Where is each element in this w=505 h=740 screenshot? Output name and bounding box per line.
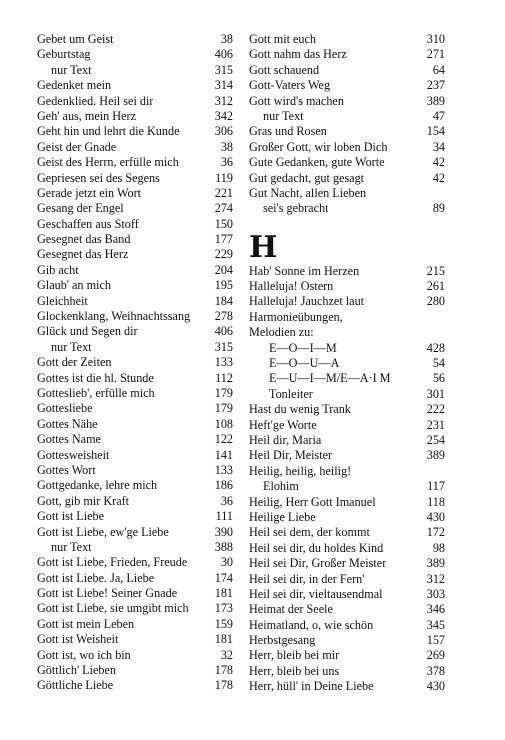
entry-page-number: 254: [426, 432, 445, 447]
index-entry: [249, 541, 445, 556]
index-entry: [37, 632, 233, 647]
entry-page-number: 89: [432, 201, 445, 216]
index-entry: [249, 47, 445, 62]
index-entry: [37, 417, 233, 432]
entry-page-number: 111: [215, 509, 233, 524]
entry-title: Gott der Zeiten: [37, 355, 112, 370]
index-entry: [37, 432, 233, 447]
entry-page-number: 177: [214, 232, 233, 247]
index-entry: [37, 478, 233, 493]
entry-title: Hast du wenig Trank: [249, 402, 351, 417]
index-entry: [37, 124, 233, 139]
entry-page-number: 269: [426, 648, 445, 663]
entry-title: Geist des Herrn, erfülle mich: [37, 155, 179, 170]
index-entry: [37, 601, 233, 616]
index-entry: [249, 572, 445, 587]
entry-page-number: 56: [432, 371, 445, 386]
entry-title: Herr, bleib bei uns: [249, 663, 340, 678]
index-entry: [37, 278, 233, 293]
section-letter-heading: H: [249, 229, 275, 265]
entry-title: Hab' Sonne im Herzen: [249, 263, 360, 278]
index-entry: [37, 47, 233, 62]
entry-title: Gott-Vaters Weg: [249, 78, 331, 93]
index-entry: [249, 140, 445, 155]
index-entry: [249, 402, 445, 417]
index-entry: [37, 494, 233, 509]
index-entry: [249, 171, 445, 186]
entry-page-number: 133: [214, 462, 233, 477]
entry-page-number: 315: [214, 339, 233, 354]
entry-page-number: 430: [426, 509, 445, 524]
entry-title: Heft'ge Worte: [249, 417, 317, 432]
index-entry: [37, 78, 233, 93]
entry-title: Gott ist Liebe, sie umgibt mich: [37, 601, 189, 616]
entry-page-number: 112: [215, 370, 233, 385]
entry-page-number: 179: [214, 385, 233, 400]
entry-page-number: 64: [432, 62, 445, 77]
index-entry: [249, 679, 445, 694]
entry-page-number: 195: [214, 278, 233, 293]
entry-title: Heilig, Herr Gott Imanuel: [249, 494, 376, 509]
entry-title: Gott ist mein Leben: [37, 616, 135, 631]
entry-page-number: 179: [214, 401, 233, 416]
entry-title: Heil sei Dir, Großer Meister: [249, 556, 387, 571]
entry-title: Gerade jetzt ein Wort: [37, 185, 142, 200]
entry-title: Gebet um Geist: [37, 32, 114, 46]
entry-title: Gedenket mein: [37, 78, 112, 93]
entry-page-number: 312: [426, 571, 445, 586]
index-entry: [37, 617, 233, 632]
entry-page-number: 34: [432, 139, 445, 154]
index-entry: [249, 618, 445, 633]
index-entry: [37, 63, 233, 78]
entry-page-number: 141: [214, 447, 233, 462]
entry-page-number: 261: [426, 279, 445, 294]
entry-title: Elohim: [263, 479, 299, 494]
entry-title: Gott wird's machen: [249, 93, 344, 108]
index-section-h: [249, 264, 445, 695]
entry-page-number: 271: [426, 47, 445, 62]
index-entry: [249, 602, 445, 617]
entry-page-number: 389: [426, 93, 445, 108]
entry-page-number: 118: [427, 494, 445, 509]
index-entry: [37, 109, 233, 124]
index-column-right: [249, 32, 445, 695]
entry-page-number: 154: [426, 124, 445, 139]
entry-title: Geh' aus, mein Herz: [37, 108, 136, 123]
index-entry: [37, 678, 233, 693]
entry-page-number: 314: [214, 78, 233, 93]
entry-title: Gott ist Liebe. Ja, Liebe: [37, 570, 155, 585]
index-entry: [249, 264, 445, 279]
entry-title: Gott ist Liebe, Frieden, Freude: [37, 555, 188, 570]
entry-title: Glück und Segen dir: [37, 324, 138, 339]
entry-title: Gott mit euch: [249, 32, 317, 46]
entry-title: Gottes ist die hl. Stunde: [37, 370, 154, 385]
entry-page-number: 30: [220, 555, 233, 570]
index-entry: [37, 247, 233, 262]
entry-page-number: 150: [214, 216, 233, 231]
entry-title: Gepriesen sei des Segens: [37, 170, 160, 185]
index-entry: [249, 310, 445, 325]
entry-title: Heil sei dem, der kommt: [249, 525, 370, 540]
entry-page-number: 119: [215, 170, 233, 185]
entry-title: Heil Dir, Meister: [249, 448, 333, 463]
index-entry: [37, 509, 233, 524]
entry-page-number: 390: [214, 524, 233, 539]
index-entry: [37, 340, 233, 355]
index-entry: [37, 294, 233, 309]
entry-title: Heimat der Seele: [249, 602, 333, 617]
entry-page-number: 301: [426, 386, 445, 401]
entry-page-number: 181: [214, 632, 233, 647]
entry-title: Heil sei dir, du holdes Kind: [249, 540, 384, 555]
index-entry: [249, 495, 445, 510]
entry-title: Großer Gott, wir loben Dich: [249, 139, 388, 154]
index-entry: [37, 32, 233, 47]
index-entry: [37, 94, 233, 109]
section-gap: [249, 217, 445, 234]
entry-page-number: 378: [426, 663, 445, 678]
entry-title: Göttliche Liebe: [37, 678, 114, 693]
entry-page-number: 274: [214, 201, 233, 216]
entry-title: nur Text: [51, 62, 92, 77]
entry-page-number: 54: [432, 356, 445, 371]
entry-page-number: 342: [214, 108, 233, 123]
entry-title: Heilig, heilig, heilig!: [249, 463, 352, 478]
entry-page-number: 108: [214, 416, 233, 431]
entry-page-number: 306: [214, 124, 233, 139]
index-entry: [37, 232, 233, 247]
index-entry: [37, 217, 233, 232]
entry-title: Gottgedanke, lehre mich: [37, 478, 158, 493]
entry-page-number: 159: [214, 616, 233, 631]
entry-title: Gleichheit: [37, 293, 88, 308]
entry-title: Heilige Liebe: [249, 509, 316, 524]
entry-title: Herbstgesang: [249, 633, 316, 648]
entry-title: Gott ist Liebe, ew'ge Liebe: [37, 524, 169, 539]
entry-page-number: 388: [214, 539, 233, 554]
entry-page-number: 389: [426, 448, 445, 463]
entry-page-number: 215: [426, 263, 445, 278]
index-entry: [37, 355, 233, 370]
entry-title: nur Text: [51, 339, 92, 354]
index-entry: [37, 555, 233, 570]
index-entry: [37, 186, 233, 201]
entry-page-number: 42: [432, 155, 445, 170]
index-entry: [249, 94, 445, 109]
entry-title: Gotteslieb', erfülle mich: [37, 385, 155, 400]
index-entry: [249, 109, 445, 124]
entry-page-number: 157: [426, 633, 445, 648]
entry-title: Gesegnet das Band: [37, 232, 131, 247]
index-entry: [249, 633, 445, 648]
entry-title: Gott ist Weisheit: [37, 632, 119, 647]
entry-title: Halleluja! Jauchzet laut: [249, 294, 365, 309]
entry-page-number: 345: [426, 617, 445, 632]
entry-title: Gottesliebe: [37, 401, 93, 416]
entry-page-number: 303: [426, 586, 445, 601]
index-entry: [37, 386, 233, 401]
index-entry: [249, 356, 445, 371]
entry-title: Gott ist Liebe: [37, 509, 105, 524]
index-entry: [249, 371, 445, 386]
index-entry: [249, 479, 445, 494]
index-entry: [249, 587, 445, 602]
index-section-g: [249, 32, 445, 217]
entry-page-number: 204: [214, 262, 233, 277]
index-entry: [37, 648, 233, 663]
entry-title: Gott nahm das Herz: [249, 47, 347, 62]
entry-page-number: 42: [432, 170, 445, 185]
entry-page-number: 229: [214, 247, 233, 262]
entry-title: Geist der Gnade: [37, 139, 117, 154]
entry-page-number: 38: [220, 32, 233, 46]
entry-title: Geschaffen aus Stoff: [37, 216, 139, 231]
entry-title: Gottes Name: [37, 432, 101, 447]
index-entry: [249, 648, 445, 663]
entry-page-number: 222: [426, 402, 445, 417]
entry-page-number: 122: [214, 432, 233, 447]
entry-page-number: 36: [220, 155, 233, 170]
entry-title: Gute Gedanken, gute Worte: [249, 155, 385, 170]
entry-page-number: 98: [432, 540, 445, 555]
index-entry: [37, 140, 233, 155]
index-entry: [249, 155, 445, 170]
index-entry: [37, 448, 233, 463]
index-entry: [249, 325, 445, 340]
entry-title: Gras und Rosen: [249, 124, 327, 139]
entry-title: Harmonieübungen,: [249, 309, 343, 324]
entry-title: Glockenklang, Weihnachtssang: [37, 309, 191, 324]
entry-title: Göttlich' Lieben: [37, 663, 117, 678]
entry-title: Halleluja! Ostern: [249, 279, 334, 294]
entry-title: Gesegnet das Herz: [37, 247, 129, 262]
index-entry: [249, 124, 445, 139]
entry-page-number: 178: [214, 678, 233, 693]
entry-title: Herr, hüll' in Deine Liebe: [249, 679, 374, 694]
entry-page-number: 430: [426, 679, 445, 694]
entry-title: nur Text: [263, 108, 304, 123]
entry-title: Gedenklied. Heil sei dir: [37, 93, 154, 108]
index-entry: [37, 371, 233, 386]
index-entry: [249, 664, 445, 679]
entry-title: Heil sei dir, vieltausendmal: [249, 586, 383, 601]
index-entry: [249, 186, 445, 201]
index-entry: [37, 171, 233, 186]
entry-title: Gottesweisheit: [37, 447, 110, 462]
index-entry: [249, 556, 445, 571]
entry-page-number: 278: [214, 309, 233, 324]
index-column-left: [37, 32, 233, 694]
index-entry: [249, 32, 445, 47]
index-entry: [249, 525, 445, 540]
entry-title: Heil sei dir, in der Fern': [249, 571, 365, 586]
index-entry: [249, 510, 445, 525]
entry-page-number: 174: [214, 570, 233, 585]
entry-title: E—U—I—M/E—A·I M: [269, 371, 391, 386]
index-entry: [37, 540, 233, 555]
index-entry: [249, 341, 445, 356]
entry-title: Melodien zu:: [249, 325, 314, 340]
entry-page-number: 178: [214, 663, 233, 678]
entry-page-number: 406: [214, 324, 233, 339]
entry-page-number: 428: [426, 340, 445, 355]
entry-title: Gott schauend: [249, 62, 320, 77]
entry-page-number: 172: [426, 525, 445, 540]
index-entry: [37, 155, 233, 170]
entry-title: Gut gedacht, gut gesagt: [249, 170, 365, 185]
entry-page-number: 221: [214, 185, 233, 200]
index-entry: [249, 294, 445, 309]
entry-title: Glaub' an mich: [37, 278, 111, 293]
entry-title: Geburtstag: [37, 47, 91, 62]
entry-page-number: 38: [220, 139, 233, 154]
index-entry: [249, 418, 445, 433]
index-entry: [249, 448, 445, 463]
entry-title: Gib acht: [37, 262, 79, 277]
entry-title: sei's gebracht: [263, 201, 329, 216]
entry-page-number: 47: [432, 108, 445, 123]
entry-title: Heil dir, Maria: [249, 432, 322, 447]
entry-page-number: 346: [426, 602, 445, 617]
entry-page-number: 181: [214, 586, 233, 601]
index-entry: [249, 201, 445, 216]
entry-title: Tonleiter: [269, 386, 313, 401]
entry-title: Herr, bleib bei mir: [249, 648, 340, 663]
index-entry: [37, 401, 233, 416]
entry-page-number: 186: [214, 478, 233, 493]
entry-page-number: 310: [426, 32, 445, 46]
entry-page-number: 315: [214, 62, 233, 77]
index-entry: [249, 433, 445, 448]
entry-title: E—O—I—M: [269, 340, 337, 355]
index-entry: [249, 78, 445, 93]
entry-page-number: 36: [220, 493, 233, 508]
entry-title: Gottes Wort: [37, 462, 96, 477]
index-entry: [249, 63, 445, 78]
entry-page-number: 389: [426, 556, 445, 571]
index-entry: [37, 324, 233, 339]
index-entry: [37, 663, 233, 678]
entry-page-number: 117: [427, 479, 445, 494]
index-entry: [37, 586, 233, 601]
entry-title: Gottes Nähe: [37, 416, 98, 431]
entry-page-number: 406: [214, 47, 233, 62]
entry-title: Gott ist Liebe! Seiner Gnade: [37, 586, 178, 601]
index-entry: [37, 463, 233, 478]
index-entry: [249, 464, 445, 479]
entry-title: Gut Nacht, allen Lieben: [249, 185, 367, 200]
index-entry: [249, 387, 445, 402]
entry-page-number: 237: [426, 78, 445, 93]
entry-title: E—O—U—A: [269, 356, 340, 371]
entry-page-number: 184: [214, 293, 233, 308]
entry-page-number: 312: [214, 93, 233, 108]
entry-page-number: 32: [220, 647, 233, 662]
entry-page-number: 173: [214, 601, 233, 616]
entry-page-number: 133: [214, 355, 233, 370]
entry-page-number: 231: [426, 417, 445, 432]
index-entry: [37, 525, 233, 540]
entry-page-number: 280: [426, 294, 445, 309]
entry-title: Geht hin und lehrt die Kunde: [37, 124, 180, 139]
entry-title: Gott, gib mir Kraft: [37, 493, 130, 508]
index-entry: [37, 309, 233, 324]
entry-title: Gesang der Engel: [37, 201, 124, 216]
index-entry: [249, 279, 445, 294]
index-entry: [37, 571, 233, 586]
index-entry: [37, 263, 233, 278]
index-entry: [37, 201, 233, 216]
entry-title: Gott ist, wo ich bin: [37, 647, 131, 662]
entry-title: nur Text: [51, 539, 92, 554]
entry-title: Heimatland, o, wie schön: [249, 617, 374, 632]
